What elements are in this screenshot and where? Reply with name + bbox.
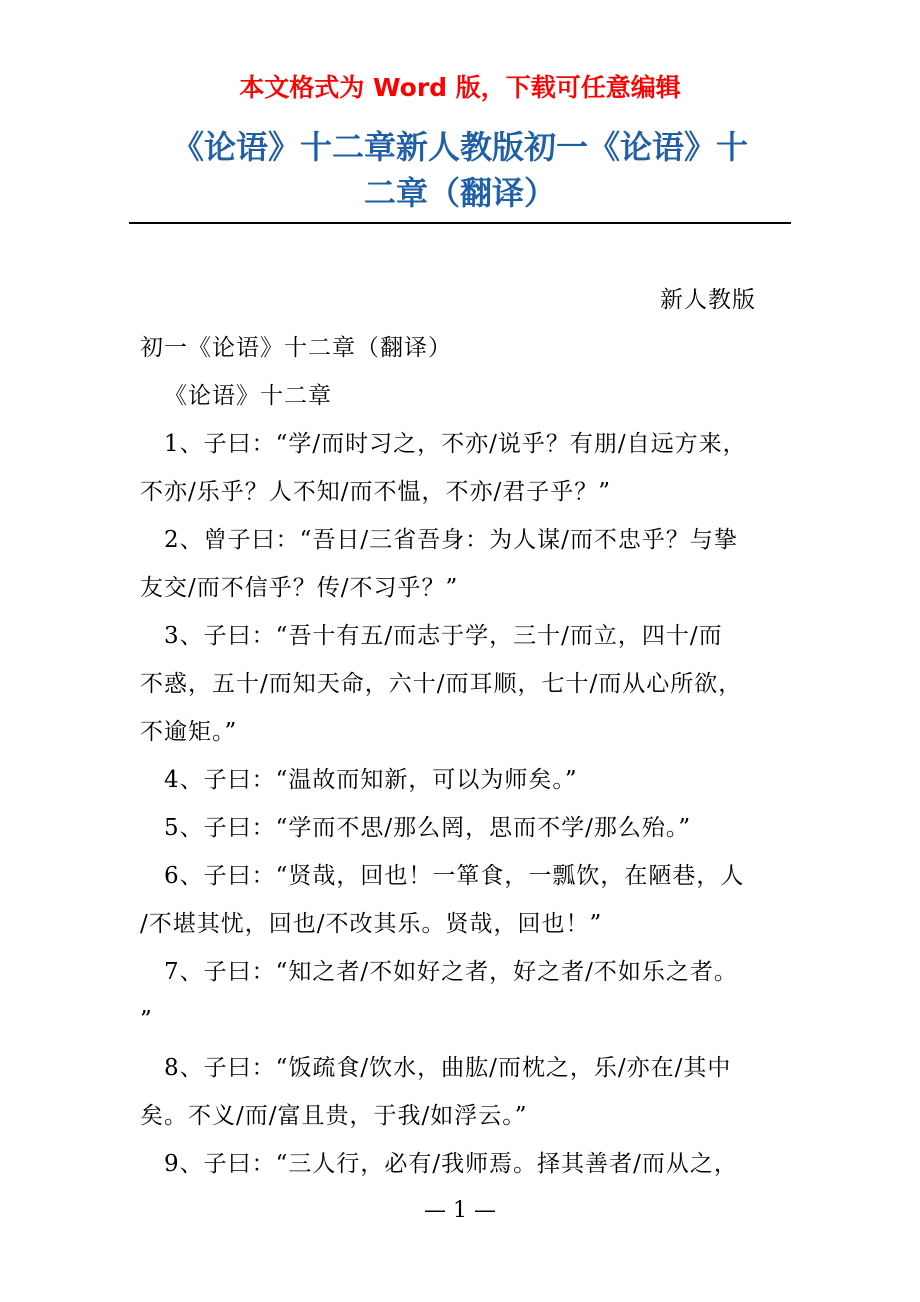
subtitle: 初一《论语》十二章（翻译） <box>140 335 452 361</box>
paragraph-first-line: 1、子曰：“学/而时习之，不亦/说乎？有朋/自远方来， <box>164 431 747 457</box>
edition-label: 新人教版 <box>660 287 756 313</box>
paragraph-first-line: 5、子曰：“学而不思/那么罔，思而不学/那么殆。” <box>164 815 692 841</box>
paragraph-first-line: 2、曾子曰：“吾日/三省吾身：为人谋/而不忠乎？与挚 <box>164 527 738 553</box>
paragraph-first-line: 7、子曰：“知之者/不如好之者，好之者/不如乐之者。 <box>164 959 738 985</box>
paragraph-continuation-line: ” <box>140 1007 153 1033</box>
title-line-2: 二章（翻译） <box>363 174 556 212</box>
paragraph-continuation-line: 矣。不义/而/富且贵，于我/如浮云。” <box>140 1103 528 1129</box>
format-notice: 本文格式为 Word 版，下载可任意编辑 <box>239 73 681 102</box>
paragraph-first-line: 8、子曰：“饭疏食/饮水，曲肱/而枕之，乐/亦在/其中 <box>164 1055 732 1081</box>
document-body <box>140 276 772 1188</box>
paragraph-first-line: 9、子曰：“三人行，必有/我师焉。择其善者/而从之， <box>164 1151 738 1177</box>
paragraph-continuation-line: 不逾矩。” <box>140 719 238 745</box>
title-line-1: 《论语》十二章新人教版初一《论语》十 <box>171 128 748 166</box>
paragraph-continuation-line: /不堪其忧，回也/不改其乐。贤哉，回也！” <box>140 911 603 937</box>
paragraph-continuation-line: 友交/而不信乎？传/不习乎？” <box>140 575 459 601</box>
paragraph-list <box>140 420 772 1188</box>
paragraph-first-line: 6、子曰：“贤哉，回也！一箪食，一瓢饮，在陋巷，人 <box>164 863 745 889</box>
document-title <box>140 124 780 216</box>
paragraph-first-line: 3、子曰：“吾十有五/而志于学，三十/而立，四十/而 <box>164 623 723 649</box>
paragraph-first-line: 4、子曰：“温故而知新，可以为师矣。” <box>164 767 578 793</box>
paragraph-continuation-line: 不惑，五十/而知天命，六十/而耳顺，七十/而从心所欲， <box>140 671 743 697</box>
section-title: 《论语》十二章 <box>164 383 332 409</box>
title-divider <box>129 222 791 224</box>
paragraph-continuation-line: 不亦/乐乎？人不知/而不愠，不亦/君子乎？” <box>140 479 612 505</box>
page-number: — 1 — <box>424 1198 496 1223</box>
